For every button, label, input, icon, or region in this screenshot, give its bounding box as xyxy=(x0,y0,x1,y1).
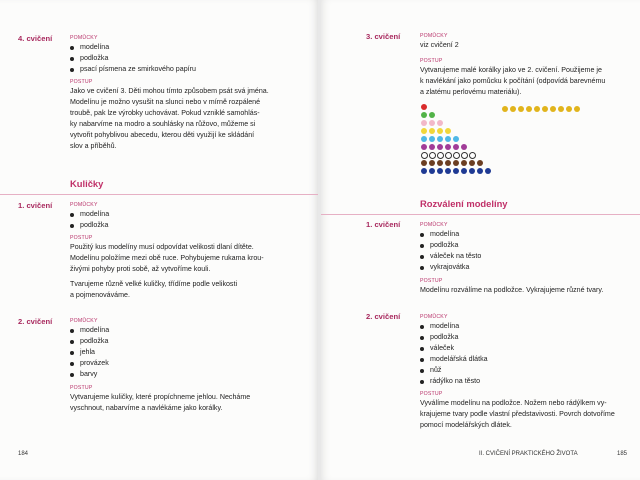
tools-label: POMŮCKY xyxy=(70,202,98,208)
bead xyxy=(445,168,451,174)
text-line: Vytvarujeme malé korálky jako ve 2. cvičení. Použijeme je xyxy=(420,66,602,74)
bead xyxy=(461,144,467,150)
exercise-1-label: 1. cvičení xyxy=(366,220,401,229)
procedure-label: POSTUP xyxy=(70,385,93,391)
procedure-text xyxy=(70,242,310,275)
text-line: Vytvarujeme kuličky, které propíchneme jehlou. Necháme xyxy=(70,393,251,401)
bead xyxy=(437,152,444,159)
list-item: váleček na těsto xyxy=(418,251,628,262)
footer-chapter: II. CVIČENÍ PRAKTICKÉHO ŽIVOTA xyxy=(479,451,578,457)
bead xyxy=(429,168,435,174)
bead xyxy=(445,152,452,159)
bead xyxy=(469,152,476,159)
procedure-text xyxy=(420,285,635,296)
procedure-text xyxy=(420,65,635,98)
page-number: 184 xyxy=(18,451,29,457)
left-page xyxy=(0,0,318,480)
bead xyxy=(421,136,427,142)
bead xyxy=(477,168,483,174)
bead xyxy=(429,144,435,150)
bead xyxy=(429,152,436,159)
tools-list xyxy=(418,229,628,273)
bead xyxy=(421,144,427,150)
bead xyxy=(437,120,443,126)
golden-bead xyxy=(510,106,516,112)
tools-list xyxy=(68,42,298,75)
bead xyxy=(429,112,435,118)
text-line: Modelínu rozválíme na podložce. Vykrajujeme různé tvary. xyxy=(420,286,604,294)
bead xyxy=(421,152,428,159)
bead xyxy=(421,168,427,174)
bead xyxy=(445,136,451,142)
section-title-kulicky: Kuličky xyxy=(70,178,104,189)
section-title-rozvaleni: Rozválení modelíny xyxy=(420,198,508,209)
bead xyxy=(421,104,427,110)
tools-label: POMŮCKY xyxy=(420,222,448,228)
exercise-2-label: 2. cvičení xyxy=(366,312,401,321)
text-line: Vyválíme modelínu na podložce. Nožem nebo rádýlkem vy- xyxy=(420,399,607,407)
list-item: podložka xyxy=(68,220,298,231)
text-line: slov a příběhů. xyxy=(70,142,117,150)
list-item: vykrajovátka xyxy=(418,262,628,273)
list-item: rádýlko na těsto xyxy=(418,376,628,387)
tools-label: POMŮCKY xyxy=(70,318,98,324)
bead xyxy=(429,120,435,126)
procedure-label: POSTUP xyxy=(420,391,443,397)
list-item: modelína xyxy=(418,321,628,332)
bead xyxy=(453,144,459,150)
golden-bead xyxy=(518,106,524,112)
golden-bead xyxy=(558,106,564,112)
text-line: Modelínu položíme mezi obě ruce. Pohybujeme rukama krou- xyxy=(70,254,264,262)
bead xyxy=(429,128,435,134)
text-line: krajujeme tvary podle vlastní představivosti. Povrch dotvoříme xyxy=(420,410,615,418)
tools-label: POMŮCKY xyxy=(70,35,98,41)
list-item: váleček xyxy=(418,343,628,354)
list-item: nůž xyxy=(418,365,628,376)
bead xyxy=(429,136,435,142)
bead xyxy=(453,168,459,174)
procedure-text-2 xyxy=(70,279,310,301)
bead xyxy=(453,136,459,142)
bead xyxy=(445,144,451,150)
right-page xyxy=(321,0,640,480)
text-line: Jako ve cvičení 3. Děti mohou tímto způsobem psát svá jména. xyxy=(70,87,269,95)
bead xyxy=(437,144,443,150)
golden-bead xyxy=(566,106,572,112)
bead xyxy=(429,160,435,166)
list-item: podložka xyxy=(418,332,628,343)
list-item: modelína xyxy=(68,209,298,220)
golden-bead xyxy=(574,106,580,112)
list-item: jehla xyxy=(68,347,298,358)
text-line: vyschnout, nabarvíme a navlékáme jako korálky. xyxy=(70,404,223,412)
text-line: a zlatému perlovému materiálu). xyxy=(420,88,522,96)
tools-list xyxy=(68,209,298,231)
golden-bead xyxy=(502,106,508,112)
list-item: modelína xyxy=(68,325,298,336)
text-line: vytvořit pohyblivou abecedu, kterou děti využijí ke skládání xyxy=(70,131,255,139)
text-line: k navlékání jako pomůcku k počítání (odpovídá barevnému xyxy=(420,77,606,85)
section-divider xyxy=(321,214,640,215)
list-item: barvy xyxy=(68,369,298,380)
exercise-3-label: 3. cvičení xyxy=(366,32,401,41)
list-item: psací písmena ze smirkového papíru xyxy=(68,64,298,75)
bead xyxy=(461,152,468,159)
bead xyxy=(485,168,491,174)
bead xyxy=(421,128,427,134)
tools-list xyxy=(68,325,298,380)
list-item: podložka xyxy=(68,53,298,64)
tools-label: POMŮCKY xyxy=(420,33,448,39)
bead xyxy=(469,168,475,174)
list-item: provázek xyxy=(68,358,298,369)
list-item: podložka xyxy=(418,240,628,251)
text-line: a pojmenováváme. xyxy=(70,291,130,299)
page-number: 185 xyxy=(617,451,628,457)
bead xyxy=(437,168,443,174)
bead xyxy=(421,160,427,166)
golden-bead xyxy=(542,106,548,112)
golden-bead xyxy=(534,106,540,112)
bead xyxy=(469,160,475,166)
bead xyxy=(461,160,467,166)
text-line: ky nabarvíme na modro a souhlásky na růžovo, můžeme si xyxy=(70,120,256,128)
list-item: modelína xyxy=(68,42,298,53)
bead xyxy=(437,136,443,142)
procedure-label: POSTUP xyxy=(420,58,443,64)
text-line: troubě, pak lze výrobky uchovávat. Pokud vzniklé samohlás- xyxy=(70,109,260,117)
text-line: živými pohyby proti sobě, až vytvoříme kouli. xyxy=(70,265,211,273)
bead xyxy=(437,128,443,134)
text-line: Tvarujeme různě velké kuličky, třídíme podle velikosti xyxy=(70,280,238,288)
bead xyxy=(445,160,451,166)
procedure-label: POSTUP xyxy=(70,235,93,241)
tools-text: viz cvičení 2 xyxy=(420,41,459,49)
list-item: modelína xyxy=(418,229,628,240)
bead xyxy=(453,152,460,159)
text-line: Modelínu je možno vysušit na slunci nebo v mírně rozpálené xyxy=(70,98,261,106)
text-line: Použitý kus modelíny musí odpovídat velikosti dlaní dítěte. xyxy=(70,243,254,251)
list-item: podložka xyxy=(68,336,298,347)
bead xyxy=(461,168,467,174)
bead xyxy=(445,128,451,134)
procedure-text xyxy=(70,86,310,152)
bead xyxy=(421,112,427,118)
golden-bead xyxy=(550,106,556,112)
tools-label: POMŮCKY xyxy=(420,314,448,320)
bead-stair-image xyxy=(421,104,501,184)
golden-bead-bar xyxy=(502,106,582,116)
exercise-1-label: 1. cvičení xyxy=(18,201,53,210)
bead xyxy=(453,160,459,166)
procedure-text xyxy=(70,392,310,414)
procedure-label: POSTUP xyxy=(70,79,93,85)
text-line: pomocí modelářských dlátek. xyxy=(420,421,512,429)
tools-list xyxy=(418,321,628,387)
bead xyxy=(437,160,443,166)
golden-bead xyxy=(526,106,532,112)
exercise-2-label: 2. cvičení xyxy=(18,317,53,326)
list-item: modelářská dlátka xyxy=(418,354,628,365)
section-divider xyxy=(0,194,318,195)
bead xyxy=(421,120,427,126)
procedure-text xyxy=(420,398,635,431)
bead xyxy=(477,160,483,166)
procedure-label: POSTUP xyxy=(420,278,443,284)
exercise-4-label: 4. cvičení xyxy=(18,34,53,43)
